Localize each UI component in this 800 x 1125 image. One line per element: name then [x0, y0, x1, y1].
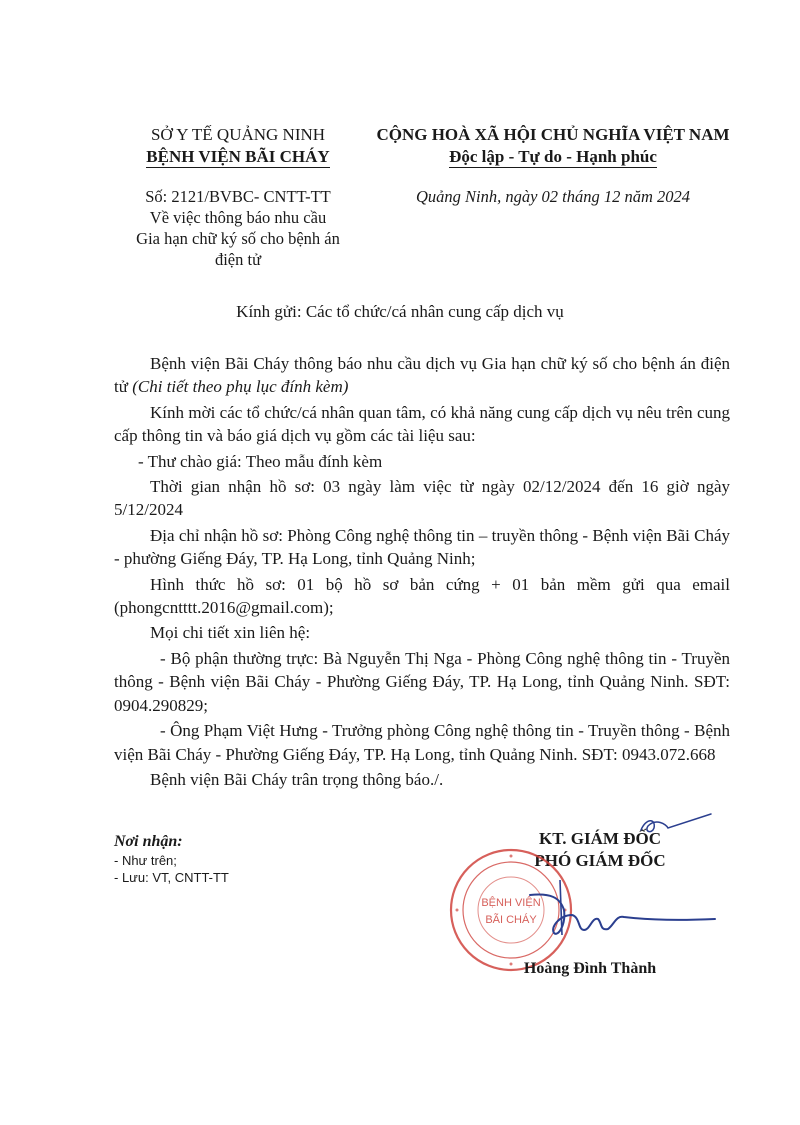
paragraph-deadline: Thời gian nhận hồ sơ: 03 ngày làm việc từ ngày 02/12/2024 đến 16 giờ ngày 5/12/2024	[114, 477, 730, 520]
subject-line-1: Về việc thông báo nhu cầu	[149, 208, 327, 227]
org-name-text: BỆNH VIỆN BÃI CHÁY	[146, 147, 330, 166]
stamp-text-line-1: BỆNH VIỆN	[481, 897, 541, 909]
signature-title-2: PHÓ GIÁM ĐỐC	[534, 851, 666, 870]
paragraph-address: Địa chỉ nhận hồ sơ: Phòng Công nghệ thông tin – truyền thông - Bệnh viện Bãi Cháy - phường Giếng Đáy, TP. Hạ Long, tỉnh Quảng Ninh;	[114, 525, 730, 569]
paragraph-closing: Bệnh viện Bãi Cháy trân trọng thông báo./.	[150, 769, 444, 789]
header-left	[92, 124, 384, 270]
header-right	[364, 124, 742, 207]
intro-italic-note: (Chi tiết theo phụ lục đính kèm)	[132, 377, 349, 397]
org-parent: SỞ Y TẾ QUẢNG NINH	[150, 125, 326, 144]
intro-text: Bệnh viện Bãi Cháy thông báo nhu cầu dịch vụ Gia hạn chữ ký số cho bệnh án điện tử	[114, 354, 730, 397]
paragraph-contact-intro: Mọi chi tiết xin liên hệ:	[150, 623, 311, 643]
signature-title-1: KT. GIÁM ĐỐC	[539, 829, 661, 848]
subject-line-3: điện tử	[214, 250, 262, 269]
motto-text: Độc lập - Tự do - Hạnh phúc	[449, 147, 657, 166]
approval-initials	[636, 808, 716, 838]
stamp-text-line-2: BÃI CHÁY	[485, 914, 537, 926]
handwritten-signature	[520, 875, 720, 945]
recipient-item: - Lưu: VT, CNTT-TT	[114, 870, 229, 885]
document-body	[114, 352, 730, 793]
paragraph-quote-letter: - Thư chào giá: Theo mẫu đính kèm	[138, 451, 383, 471]
paragraph-format: Hình thức hồ sơ: 01 bộ hồ sơ bản cứng + 01 bản mềm gửi qua email (phongcntttt.2016@gmail.com);	[114, 574, 730, 618]
country-name: CỘNG HOÀ XÃ HỘI CHỦ NGHĨA VIỆT NAM	[376, 125, 730, 144]
paragraph-invitation: Kính mời các tổ chức/cá nhân quan tâm, có khả năng cung cấp dịch vụ nêu trên cung cấp thông tin và báo giá dịch vụ gồm các tài liệu sau:	[114, 402, 730, 446]
signer-name: Hoàng Đình Thành	[523, 960, 657, 977]
reference-block	[92, 186, 384, 270]
paragraph-intro	[114, 352, 730, 399]
paragraph-contact-2: - Ông Phạm Việt Hưng - Trưởng phòng Công nghệ thông tin - Truyền thông - Bệnh viện Bãi Cháy - Phường Giếng Đáy, TP. Hạ Long, tỉnh Quảng Ninh. SĐT: 0943.072.668	[114, 721, 730, 764]
doc-number: Số: 2121/BVBC- CNTT-TT	[145, 187, 331, 206]
date-line: Quảng Ninh, ngày 02 tháng 12 năm 2024	[415, 187, 691, 206]
recipients-title: Nơi nhận:	[114, 833, 183, 850]
motto	[364, 146, 742, 168]
recipient-line: Kính gửi: Các tổ chức/cá nhân cung cấp dịch vụ	[236, 302, 564, 321]
paragraph-contact-1: - Bộ phận thường trực: Bà Nguyễn Thị Nga - Phòng Công nghệ thông tin - Truyền thông - Bệnh viện Bãi Cháy - Phường Giếng Đáy, TP. Hạ Long, tỉnh Quảng Ninh. SĐT: 0904.290829;	[114, 648, 730, 715]
recipient-item: - Như trên;	[114, 853, 177, 868]
subject-line-2: Gia hạn chữ ký số cho bệnh án	[136, 229, 340, 248]
recipients-block	[114, 832, 414, 886]
org-name	[92, 146, 384, 168]
